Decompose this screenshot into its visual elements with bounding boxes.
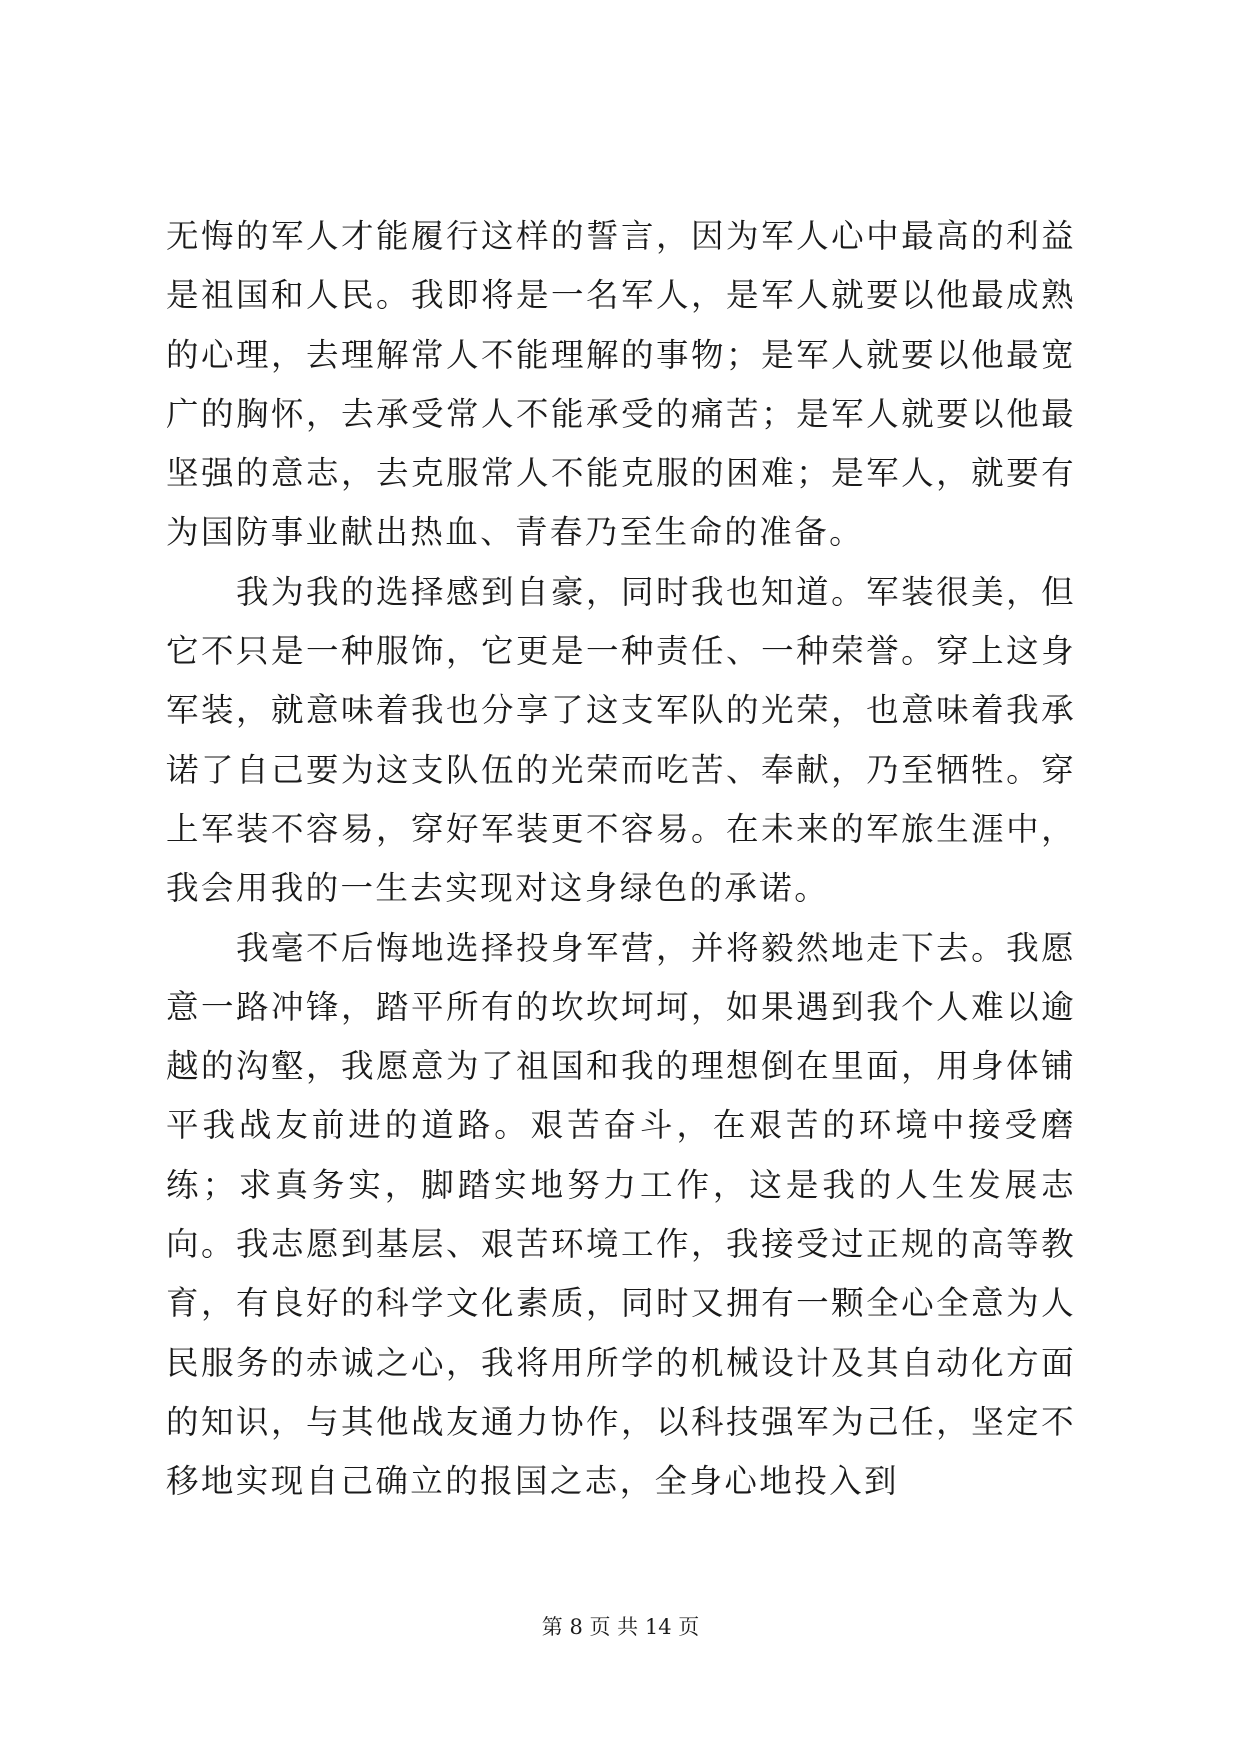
page-number-footer: 第 8 页 共 14 页 <box>541 1615 700 1639</box>
paragraph-2: 我为我的选择感到自豪，同时我也知道。军装很美，但它不只是一种服饰，它更是一种责任、一种荣誉。穿上这身军装，就意味着我也分享了这支军队的光荣，也意味着我承诺了自己要为这支队伍的光荣而吃苦、奉献，乃至牺牲。穿上军装不容易，穿好军装更不容易。在未来的军旅生涯中，我会用我的一生去实现对这身绿色的承诺。 <box>166 572 1076 908</box>
paragraph-3: 我毫不后悔地选择投身军营，并将毅然地走下去。我愿意一路冲锋，踏平所有的坎坎坷坷，如果遇到我个人难以逾越的沟壑，我愿意为了祖国和我的理想倒在里面，用身体铺平我战友前进的道路。艰苦奋斗，在艰苦的环境中接受磨练；求真务实，脚踏实地努力工作，这是我的人生发展志向。我志愿到基层、艰苦环境工作，我接受过正规的高等教育，有良好的科学文化素质，同时又拥有一颗全心全意为人民服务的赤诚之心，我将用所学的机械设计及其自动化方面的知识，与其他战友通力协作，以科技强军为己任，坚定不移地实现自己确立的报国之志，全身心地投入到 <box>166 928 1076 1501</box>
paragraph-1: 无悔的军人才能履行这样的誓言，因为军人心中最高的利益是祖国和人民。我即将是一名军人，是军人就要以他最成熟的心理，去理解常人不能理解的事物；是军人就要以他最宽广的胸怀，去承受常人不能承受的痛苦；是军人就要以他最坚强的意志，去克服常人不能克服的困难；是军人，就要有为国防事业献出热血、青春乃至生命的准备。 <box>166 217 1076 552</box>
body-text <box>166 207 1076 1512</box>
